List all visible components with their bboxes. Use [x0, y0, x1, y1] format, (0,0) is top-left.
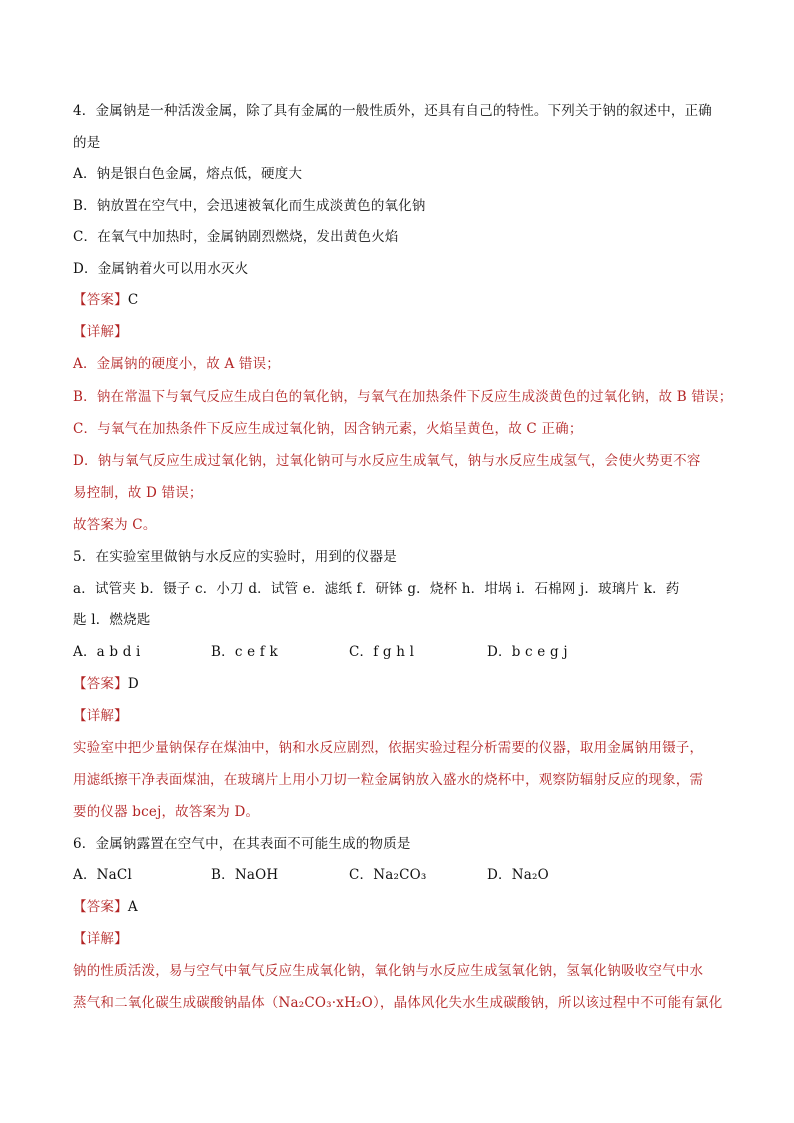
q4-detail-line2: B．钠在常温下与氧气反应生成白色的氧化钠，与氧气在加热条件下反应生成淡黄色的过氧化钠，故 B 错误；	[73, 389, 733, 405]
q4-option-d: D．金属钠着火可以用水灭火	[73, 261, 249, 277]
q4-option-a: A．钠是银白色金属，熔点低，硬度大	[73, 166, 303, 182]
q6-detail-line2: 蒸气和二氧化碳生成碳酸钠晶体（Na₂CO₃·xH₂O），晶体风化失水生成碳酸钠，所以该过程中不可能有氯化	[73, 995, 723, 1011]
q5-options	[73, 643, 568, 661]
q5-detail-line1: 实验室中把少量钠保存在煤油中，钠和水反应剧烈，依据实验过程分析需要的仪器，取用金属钠用镊子，	[73, 740, 704, 756]
q6-option-c: C．Na₂CO₃	[349, 867, 427, 883]
answer-label: 【答案】	[73, 899, 128, 915]
q4-detail-line1: A．金属钠的硬度小，故 A 错误；	[73, 356, 280, 372]
answer-label: 【答案】	[73, 676, 128, 692]
q6-option-a: A．NaCl	[73, 867, 132, 883]
q5-items-line2: 匙 l．燃烧匙	[73, 612, 151, 628]
q4-answer	[73, 291, 138, 309]
q4-option-c: C．在氧气中加热时，金属钠剧烈燃烧，发出黄色火焰	[73, 229, 399, 245]
q5-option-b: B．c e f k	[211, 644, 278, 660]
q5-option-a: A．a b d i	[73, 644, 141, 660]
answer-value: C	[127, 292, 139, 308]
q5-option-d: D．b c e g j	[487, 644, 568, 660]
q6-detail-line1: 钠的性质活泼，易与空气中氧气反应生成氧化钠，氧化钠与水反应生成氢氧化钠，氢氧化钠吸收空气中水	[73, 963, 704, 979]
q4-conclusion: 故答案为 C。	[73, 517, 157, 533]
q5-answer	[73, 675, 139, 693]
q5-option-c: C．f g h l	[349, 644, 415, 660]
q5-items-line1: a．试管夹 b．镊子 c．小刀 d．试管 e．滤纸 f．研钵 g．烧杯 h．坩埚 i．石棉网 j．玻璃片 k．药	[73, 581, 680, 597]
q4-stem-line1: 4．金属钠是一种活泼金属，除了具有金属的一般性质外，还具有自己的特性。下列关于钠的叙述中，正确	[73, 103, 712, 119]
answer-value: D	[127, 676, 139, 692]
q5-stem: 5．在实验室里做钠与水反应的实验时，用到的仪器是	[73, 549, 397, 565]
answer-label: 【答案】	[73, 292, 128, 308]
q6-detail-label: 【详解】	[73, 931, 128, 947]
q6-option-b: B．NaOH	[211, 867, 279, 883]
q4-option-b: B．钠放置在空气中，会迅速被氧化而生成淡黄色的氧化钠	[73, 198, 426, 214]
q6-answer	[73, 898, 138, 916]
q6-option-d: D．Na₂O	[487, 867, 549, 883]
q4-detail-label: 【详解】	[73, 324, 128, 340]
q6-options	[73, 866, 549, 884]
q5-detail-line2: 用滤纸擦干净表面煤油，在玻璃片上用小刀切一粒金属钠放入盛水的烧杯中，观察防辐射反应的现象，需	[73, 772, 704, 788]
q5-detail-line3: 要的仪器 bcej，故答案为 D。	[73, 804, 260, 820]
q4-stem-line2: 的是	[73, 135, 101, 151]
q4-detail-line4: D．钠与氧气反应生成过氧化钠，过氧化钠可与水反应生成氧气，钠与水反应生成氢气，会使火势更不容	[73, 453, 701, 469]
q4-detail-line3: C．与氧气在加热条件下反应生成过氧化钠，因含钠元素，火焰呈黄色，故 C 正确；	[73, 421, 583, 437]
q4-detail-line5: 易控制，故 D 错误；	[73, 485, 203, 501]
q5-detail-label: 【详解】	[73, 708, 128, 724]
q6-stem: 6．金属钠露置在空气中，在其表面不可能生成的物质是	[73, 836, 411, 852]
answer-value: A	[127, 899, 138, 915]
